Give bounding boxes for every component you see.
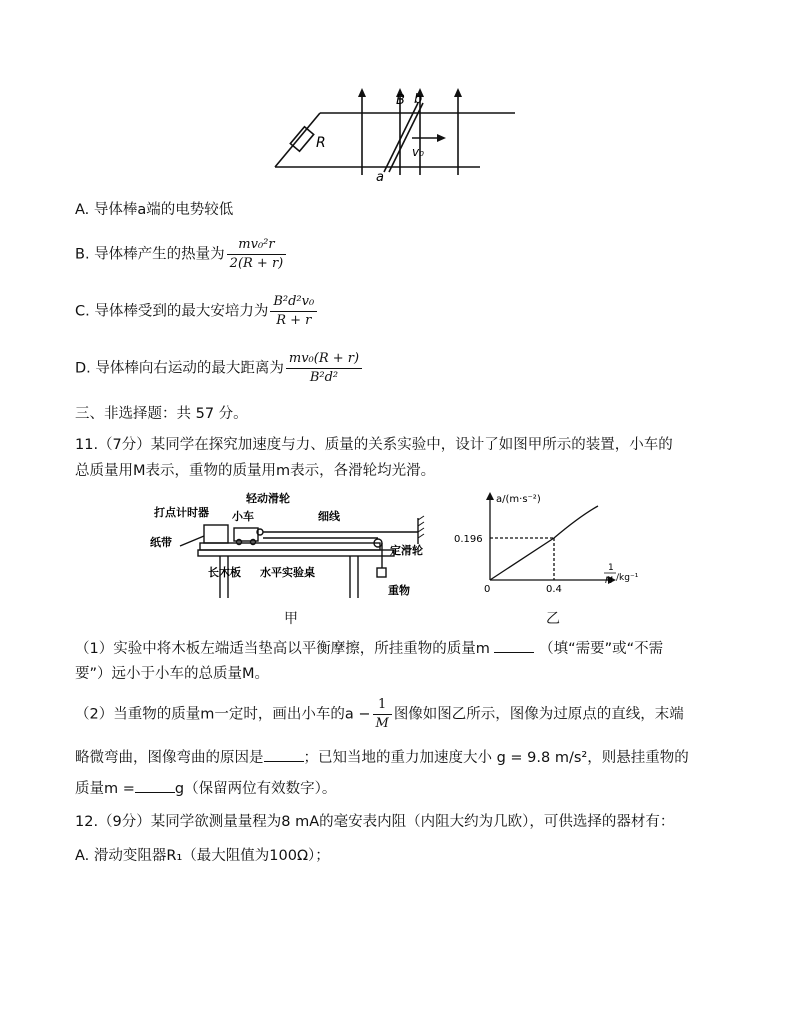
option-b-den: 2(R + r) [229,256,284,271]
label-B: B [396,93,405,108]
q11-part2-text5: 质量m = [75,781,135,797]
label-a: a [376,170,384,185]
origin-label: 0 [484,584,491,595]
answer-blank-2[interactable] [264,747,304,762]
q11-part2-text: （2）当重物的质量m一定时，画出小车的a − [75,706,371,723]
x-axis-unit: /kg⁻¹ [616,573,639,583]
q11-part2-line1 [75,696,684,733]
q11-part2-text6: g（保留两位有效数字）。 [174,781,337,797]
option-b-text: B. 导体棒产生的热量为 [75,246,225,263]
x-axis-num: 1 [608,563,614,573]
q11-part2-fraction [373,696,392,733]
q11-part1-hint: （填“需要”或“不需 [539,641,664,657]
option-c [75,293,319,330]
option-b-num: mv₀²r [227,236,287,255]
label-string: 细线 [318,510,340,523]
rail-figure [0,0,800,190]
answer-blank-3[interactable] [135,778,175,793]
label-weight: 重物 [388,584,410,597]
option-c-fraction [270,293,317,330]
option-b [75,236,288,273]
label-v0: v₀ [412,145,424,159]
caption-yi: 乙 [546,611,560,627]
caption-jia: 甲 [284,611,298,627]
label-tape: 纸带 [150,536,172,549]
answer-blank-1[interactable] [494,638,534,653]
section-heading: 三、非选择题：共 57 分。 [75,406,248,422]
option-c-num: B²d²v₀ [270,293,317,312]
q11-part2-text3: 略微弯曲，图像弯曲的原因是 [75,750,264,766]
y-axis-label: a/(m·s⁻²) [496,494,541,505]
q11-part2-line3 [75,778,336,799]
q11-part2-text2: 图像如图乙所示，图像为过原点的直线，末端 [393,706,684,723]
frac-num: 1 [373,696,392,715]
q11-part2-line2 [75,747,689,768]
frac-den: M [375,716,389,731]
label-b: b [414,92,423,107]
option-c-den: R + r [276,313,312,328]
label-moving-pulley: 轻动滑轮 [246,492,290,505]
option-d-num: mv₀(R + r) [286,350,362,369]
option-d [75,350,364,387]
data-curve [490,506,598,580]
apparatus-figure [140,488,440,608]
q11-part1-line2: 要”）远小于小车的总质量M。 [75,666,270,682]
q11-part2-text4: ；已知当地的重力加速度大小 g = 9.8 m/s²，则悬挂重物的 [303,750,689,766]
option-d-fraction [286,350,362,387]
option-c-text: C. 导体棒受到的最大安培力为 [75,303,269,320]
a-vs-invM-chart [450,488,639,598]
option-b-fraction [227,236,287,273]
y-tick-label: 0.196 [454,534,483,545]
option-a: A. 导体棒a端的电势较低 [75,202,234,218]
label-R: R [316,135,326,151]
option-d-den: B²d² [309,370,339,385]
label-board: 长木板 [208,566,241,579]
q11-line1: 11.（7分）某同学在探究加速度与力、质量的关系实验中，设计了如图甲所示的装置，小车的 [75,437,673,453]
q11-part1-line1 [75,638,663,659]
label-timer: 打点计时器 [154,506,209,519]
label-fixed-pulley: 定滑轮 [390,544,423,557]
label-car: 小车 [232,510,254,523]
q12-line2: A. 滑动变阻器R₁（最大阻值为100Ω）； [75,848,330,864]
option-d-text: D. 导体棒向右运动的最大距离为 [75,360,284,377]
q11-line2: 总质量用M表示，重物的质量用m表示，各滑轮均光滑。 [75,463,436,479]
x-axis-den: M [605,576,613,586]
label-table: 水平实验桌 [260,566,315,579]
q11-part1-text: （1）实验中将木板左端适当垫高以平衡摩擦，所挂重物的质量m [75,641,490,657]
q12-line1: 12.（9分）某同学欲测量量程为8 mA的毫安表内阻（内阻大约为几欧），可供选择的器材有： [75,814,675,830]
x-tick-label: 0.4 [546,584,562,595]
